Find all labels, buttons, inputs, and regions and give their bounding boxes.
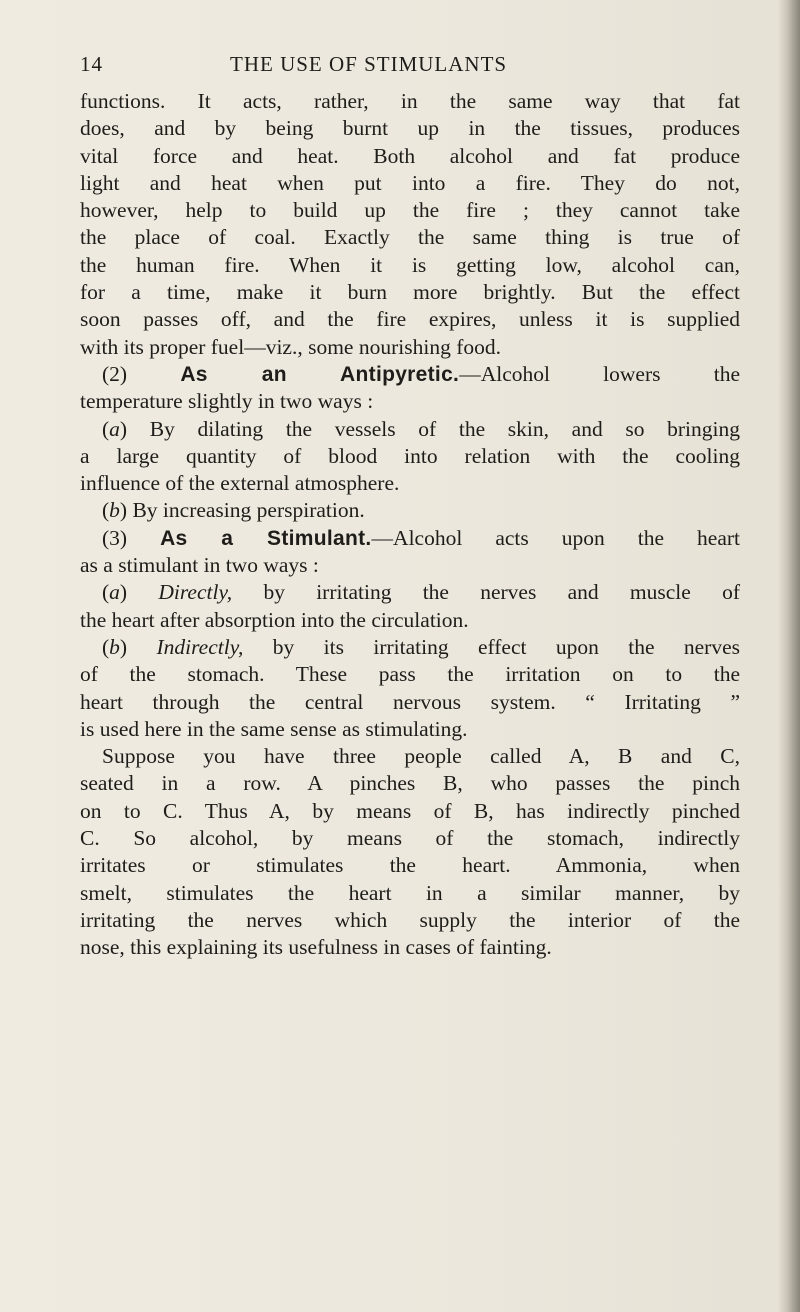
line-text: the place of coal. Exactly the same thing is true of	[80, 225, 740, 250]
text-line	[80, 334, 740, 361]
line-text: nose, this explaining its usefulness in cases of fainting.	[80, 935, 552, 960]
text-line	[80, 770, 740, 797]
line-text: a large quantity of blood into relation with the cooling	[80, 443, 740, 468]
line-text: as a stimulant in two ways :	[80, 553, 319, 578]
line-text: vital force and heat. Both alcohol and fat produce	[80, 143, 740, 168]
text-line	[80, 497, 740, 524]
text-line	[80, 470, 740, 497]
text-line	[80, 743, 740, 770]
line-text: for a time, make it burn more brightly. But the effect	[80, 280, 740, 305]
line-text: is used here in the same sense as stimulating.	[80, 716, 468, 741]
item-letter: b	[109, 498, 120, 523]
text-line	[80, 88, 740, 115]
line-prefix: )	[119, 634, 157, 659]
line-text: does, and by being burnt up in the tissues, produces	[80, 116, 740, 141]
text-line	[80, 716, 740, 743]
text-line	[80, 197, 740, 224]
line-text: of the stomach. These pass the irritation on to the	[80, 662, 740, 687]
text-line	[80, 934, 740, 961]
text-line	[80, 825, 740, 852]
text-line	[80, 252, 740, 279]
line-text: seated in a row. A pinches B, who passes the pinch	[80, 771, 740, 796]
text-line	[80, 552, 740, 579]
line-text: —Alcohol lowers the	[459, 361, 740, 386]
line-text: the human fire. When it is getting low, alcohol can,	[80, 252, 740, 277]
text-line	[80, 143, 740, 170]
section-heading: As a Stimulant.	[160, 526, 372, 550]
line-text: light and heat when put into a fire. They do not,	[80, 170, 740, 195]
line-prefix: (3)	[102, 525, 161, 550]
page-edge-shadow	[778, 0, 800, 1312]
line-text: smelt, stimulates the heart in a similar manner, by	[80, 880, 740, 905]
text-line	[80, 361, 740, 388]
line-text: the heart after absorption into the circulation.	[80, 607, 469, 632]
line-prefix: (	[102, 498, 110, 523]
text-line	[80, 607, 740, 634]
line-prefix: )	[119, 580, 159, 605]
body-text	[80, 88, 740, 962]
line-text: C. So alcohol, by means of the stomach, indirectly	[80, 826, 740, 851]
line-text: functions. It acts, rather, in the same way that fat	[80, 89, 740, 113]
text-line	[80, 388, 740, 415]
page-header	[80, 52, 740, 82]
line-text: with its proper fuel—viz., some nourishing food.	[80, 334, 501, 359]
text-line	[80, 852, 740, 879]
section-heading: As an Antipyretic.	[180, 362, 460, 386]
text-line	[80, 279, 740, 306]
line-text: irritates or stimulates the heart. Ammonia, when	[80, 853, 740, 878]
text-line	[80, 170, 740, 197]
italic-term: Indirectly,	[156, 634, 244, 659]
text-line	[80, 798, 740, 825]
text-line	[80, 416, 740, 443]
text-line	[80, 443, 740, 470]
line-text: Suppose you have three people called A, B and C,	[102, 744, 740, 769]
text-line	[80, 224, 740, 251]
line-prefix: (2)	[102, 361, 181, 386]
line-text: soon passes off, and the fire expires, unless it is supplied	[80, 307, 740, 332]
item-letter: a	[109, 416, 120, 441]
line-text: ) By dilating the vessels of the skin, and so bringing	[119, 416, 740, 441]
line-prefix: (	[102, 416, 110, 441]
line-text: however, help to build up the fire ; they cannot take	[80, 198, 740, 223]
text-line	[80, 689, 740, 716]
line-text: heart through the central nervous system. “ Irritating ”	[80, 689, 740, 714]
line-text: influence of the external atmosphere.	[80, 471, 400, 496]
text-line	[80, 579, 740, 606]
text-line	[80, 907, 740, 934]
line-prefix: (	[102, 580, 110, 605]
line-text: irritating the nerves which supply the interior of the	[80, 907, 740, 932]
text-line	[80, 525, 740, 552]
text-line	[80, 634, 740, 661]
item-letter: b	[109, 634, 120, 659]
text-line	[80, 661, 740, 688]
line-text: —Alcohol acts upon the heart	[371, 525, 740, 550]
line-text: by its irritating effect upon the nerves	[243, 634, 740, 659]
line-text: ) By increasing perspiration.	[119, 498, 365, 523]
line-text: temperature slightly in two ways :	[80, 389, 374, 414]
line-text: by irritating the nerves and muscle of	[232, 580, 740, 605]
item-letter: a	[109, 580, 120, 605]
text-line	[80, 880, 740, 907]
text-line	[80, 115, 740, 142]
line-prefix: (	[102, 634, 110, 659]
line-text: on to C. Thus A, by means of B, has indirectly pinched	[80, 798, 740, 823]
italic-term: Directly,	[158, 580, 233, 605]
page-number: 14	[80, 52, 103, 76]
running-head: THE USE OF STIMULANTS	[230, 52, 508, 76]
text-line	[80, 306, 740, 333]
